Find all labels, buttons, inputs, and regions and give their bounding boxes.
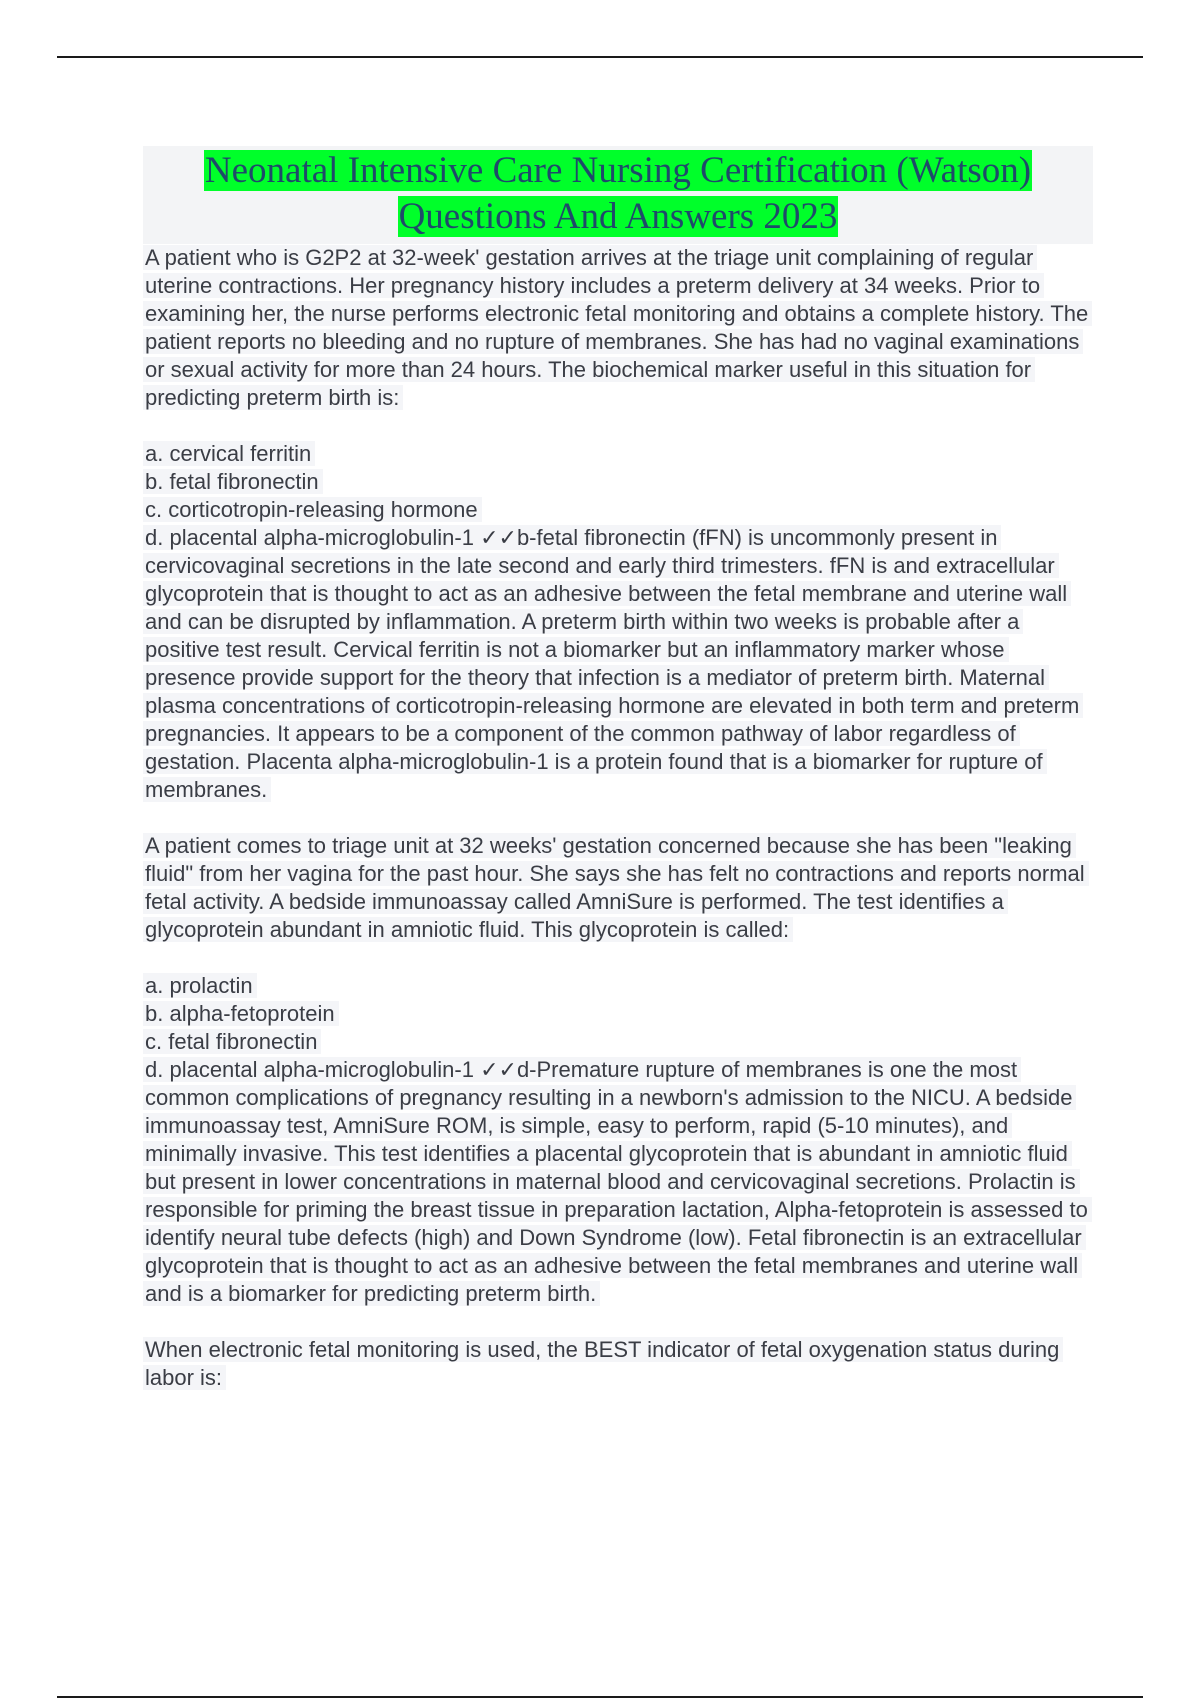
- title-line-1: Neonatal Intensive Care Nursing Certification (Watson): [204, 150, 1032, 191]
- question-1-option-b: b. fetal fibronectin: [143, 468, 1093, 496]
- question-1-stem: A patient who is G2P2 at 32-week' gestation arrives at the triage unit complaining of regular uterine contractions. Her pregnancy history includes a preterm delivery at 34 weeks. Prior to examining her, the nurse performs electronic fetal monitoring and obtains a complete history. The patient reports no bleeding and no rupture of membranes. She has had no vaginal examinations or sexual activity for more than 24 hours. The biochemical marker useful in this situation for predicting preterm birth is:: [143, 244, 1093, 412]
- question-1-answer: d. placental alpha-microglobulin-1 ✓✓b-fetal fibronectin (fFN) is uncommonly present in cervicovaginal secretions in the late second and early third trimesters. fFN is and extracellular glycoprotein that is thought to act as an adhesive between the fetal membrane and uterine wall and can be disrupted by inflammation. A preterm birth within two weeks is probable after a positive test result. Cervical ferritin is not a biomarker but an inflammatory marker whose presence provide support for the theory that infection is a mediator of preterm birth. Maternal plasma concentrations of corticotropin-releasing hormone are elevated in both term and preterm pregnancies. It appears to be a component of the common pathway of labor regardless of gestation. Placenta alpha-microglobulin-1 is a protein found that is a biomarker for rupture of membranes.: [143, 524, 1093, 804]
- question-2-option-a: a. prolactin: [143, 972, 1093, 1000]
- question-1-option-a: a. cervical ferritin: [143, 440, 1093, 468]
- document-title: [143, 146, 1093, 244]
- title-line-2: Questions And Answers 2023: [398, 196, 838, 237]
- question-3-stem: When electronic fetal monitoring is used, the BEST indicator of fetal oxygenation status during labor is:: [143, 1336, 1093, 1392]
- question-2-option-c: c. fetal fibronectin: [143, 1028, 1093, 1056]
- document-body: [143, 146, 1093, 1392]
- footer-rule: [57, 1696, 1143, 1698]
- question-2-answer: d. placental alpha-microglobulin-1 ✓✓d-Premature rupture of membranes is one the most common complications of pregnancy resulting in a newborn's admission to the NICU. A bedside immunoassay test, AmniSure ROM, is simple, easy to perform, rapid (5-10 minutes), and minimally invasive. This test identifies a placental glycoprotein that is abundant in amniotic fluid but present in lower concentrations in maternal blood and cervicovaginal secretions. Prolactin is responsible for priming the breast tissue in preparation lactation, Alpha-fetoprotein is assessed to identify neural tube defects (high) and Down Syndrome (low). Fetal fibronectin is an extracellular glycoprotein that is thought to act as an adhesive between the fetal membranes and uterine wall and is a biomarker for predicting preterm birth.: [143, 1056, 1093, 1308]
- question-1-option-c: c. corticotropin-releasing hormone: [143, 496, 1093, 524]
- question-2-option-b: b. alpha-fetoprotein: [143, 1000, 1093, 1028]
- question-2-stem: A patient comes to triage unit at 32 weeks' gestation concerned because she has been "leaking fluid" from her vagina for the past hour. She says she has felt no contractions and reports normal fetal activity. A bedside immunoassay called AmniSure is performed. The test identifies a glycoprotein abundant in amniotic fluid. This glycoprotein is called:: [143, 832, 1093, 944]
- header-rule: [57, 56, 1143, 58]
